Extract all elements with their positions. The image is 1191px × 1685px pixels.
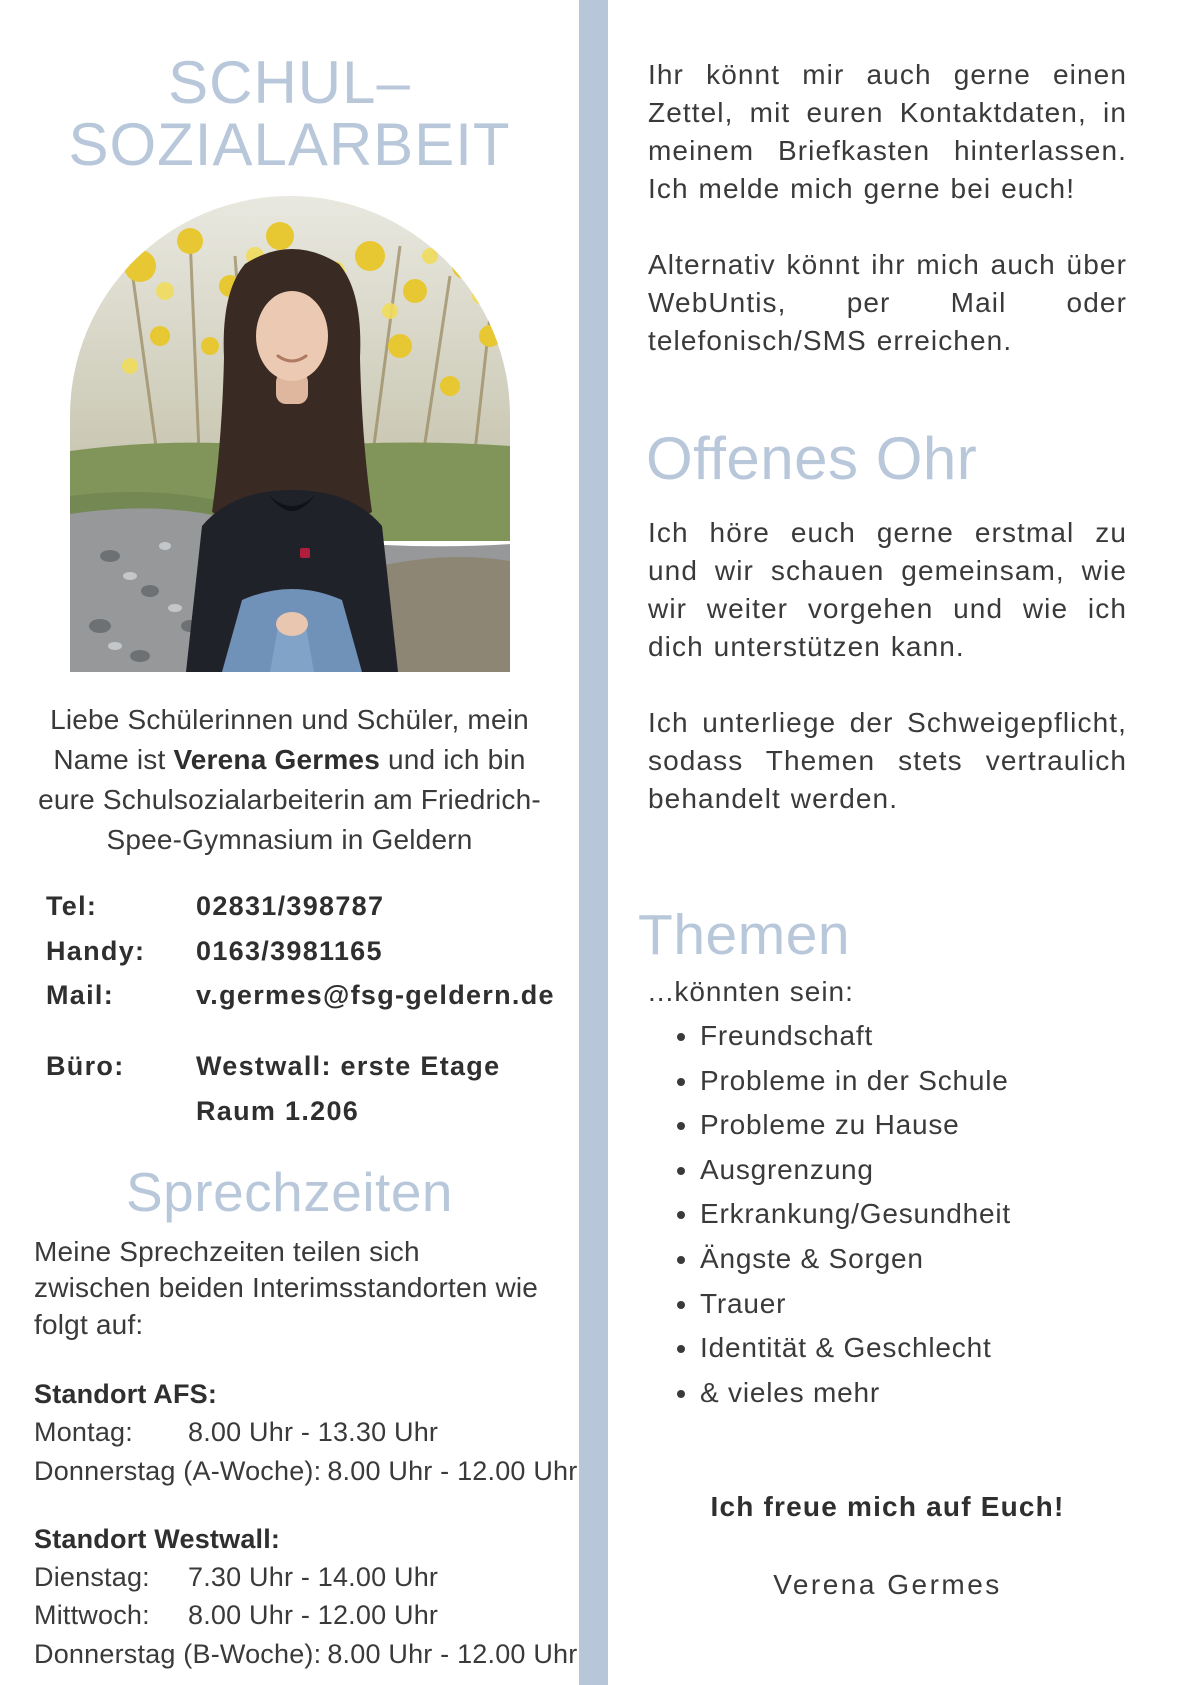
contact-block xyxy=(46,884,579,1134)
topic-item: • Identität & Geschlecht xyxy=(700,1331,1127,1365)
schedule-time: 7.30 Uhr - 14.00 Uhr xyxy=(188,1562,439,1593)
contact-row-handy xyxy=(46,929,579,974)
intro-name: Verena Germes xyxy=(173,743,380,775)
topic-item: • Ausgrenzung xyxy=(700,1153,1127,1187)
schedule-day: Montag: xyxy=(34,1417,133,1448)
listening-paragraph: Ich höre euch gerne erstmal zu und wir schauen gemeinsam, wie wir weiter vorgehen und wie ich dich unterstützen kann. xyxy=(648,516,1127,662)
sprechzeiten-intro: Meine Sprechzeiten teilen sich zwischen beiden Interimsstandorten wie folgt auf: xyxy=(34,1235,539,1340)
contact-label: Büro: xyxy=(46,1051,125,1082)
title-line-2: SOZIALARBEIT xyxy=(68,110,511,178)
topic-item: • Freundschaft xyxy=(700,1019,1127,1053)
phone-value: 02831/398787 xyxy=(196,890,385,921)
schedule-row xyxy=(34,1637,579,1671)
contact-row-mail xyxy=(46,973,579,1018)
intro-before: Liebe Schülerinnen und Schüler, mein Name ist xyxy=(50,703,529,775)
signature-name: Verena Germes xyxy=(773,1569,1002,1601)
note-paragraph: Ihr könnt mir auch gerne einen Zettel, mit euren Kontaktdaten, in meinem Briefkasten hinterlassen. Ich melde mich gerne bei euch! xyxy=(648,59,1127,205)
schedule-time: 8.00 Uhr - 12.00 Uhr xyxy=(327,1455,578,1486)
left-column xyxy=(0,0,579,1685)
schedule-row xyxy=(34,1415,579,1449)
schedule-time: 8.00 Uhr - 12.00 Uhr xyxy=(327,1638,578,1669)
schedule-row xyxy=(34,1454,579,1488)
right-column xyxy=(608,0,1191,1685)
intro-text xyxy=(29,700,551,860)
office-line-2: Raum 1.206 xyxy=(196,1095,360,1126)
contact-label: Tel: xyxy=(46,890,98,921)
schedule-time: 8.00 Uhr - 12.00 Uhr xyxy=(188,1600,439,1631)
topic-item: • & vieles mehr xyxy=(700,1376,1127,1410)
schedule-day: Donnerstag (B-Woche): xyxy=(34,1638,322,1669)
office-line-1: Westwall: erste Etage xyxy=(196,1051,501,1082)
mobile-value: 0163/3981165 xyxy=(196,935,383,966)
contact-label: Mail: xyxy=(46,980,115,1011)
topic-item: • Trauer xyxy=(700,1287,1127,1321)
alternative-contact-paragraph: Alternativ könnt ihr mich auch über WebUntis, per Mail oder telefonisch/SMS erreichen. xyxy=(648,249,1127,357)
sprechzeiten-heading: Sprechzeiten xyxy=(125,1160,454,1223)
topic-item: • Probleme zu Hause xyxy=(700,1108,1127,1142)
contact-row-tel xyxy=(46,884,579,929)
profile-photo xyxy=(70,196,510,672)
page-title xyxy=(8,49,571,178)
intro-after: und ich bin eure Schulsozialarbeiterin am Friedrich-Spee-Gymnasium in Geldern xyxy=(38,743,541,855)
contact-label: Handy: xyxy=(46,935,146,966)
title-line-1: SCHUL– xyxy=(168,49,411,116)
schedule-time: 8.00 Uhr - 13.30 Uhr xyxy=(188,1417,439,1448)
topic-item: • Probleme in der Schule xyxy=(700,1064,1127,1098)
schedule-row xyxy=(34,1560,579,1594)
topics-list xyxy=(648,1019,1127,1409)
profile-photo-illustration xyxy=(70,196,510,672)
contact-row-buero xyxy=(46,1044,579,1134)
standort-westwall-block xyxy=(34,1522,579,1671)
themen-lead: ...könnten sein: xyxy=(648,975,854,1007)
schedule-row xyxy=(34,1598,579,1632)
closing-text: Ich freue mich auf Euch! xyxy=(710,1491,1065,1523)
topic-item: • Ängste & Sorgen xyxy=(700,1242,1127,1276)
schedule-day: Dienstag: xyxy=(34,1562,150,1593)
standort-title: Standort Westwall: xyxy=(34,1523,281,1554)
standort-afs-block xyxy=(34,1377,579,1488)
schedule-day: Donnerstag (A-Woche): xyxy=(34,1455,322,1486)
topic-item: • Erkrankung/Gesundheit xyxy=(700,1197,1127,1231)
email-value: v.germes@fsg-geldern.de xyxy=(196,980,555,1011)
themen-heading: Themen xyxy=(638,903,851,968)
divider-bar xyxy=(579,0,608,1685)
standort-title: Standort AFS: xyxy=(34,1378,218,1409)
confidentiality-paragraph: Ich unterliege der Schweigepflicht, sodass Themen stets vertraulich behandelt werden. xyxy=(648,706,1127,815)
offenes-ohr-heading: Offenes Ohr xyxy=(646,424,978,492)
schedule-day: Mittwoch: xyxy=(34,1600,150,1631)
